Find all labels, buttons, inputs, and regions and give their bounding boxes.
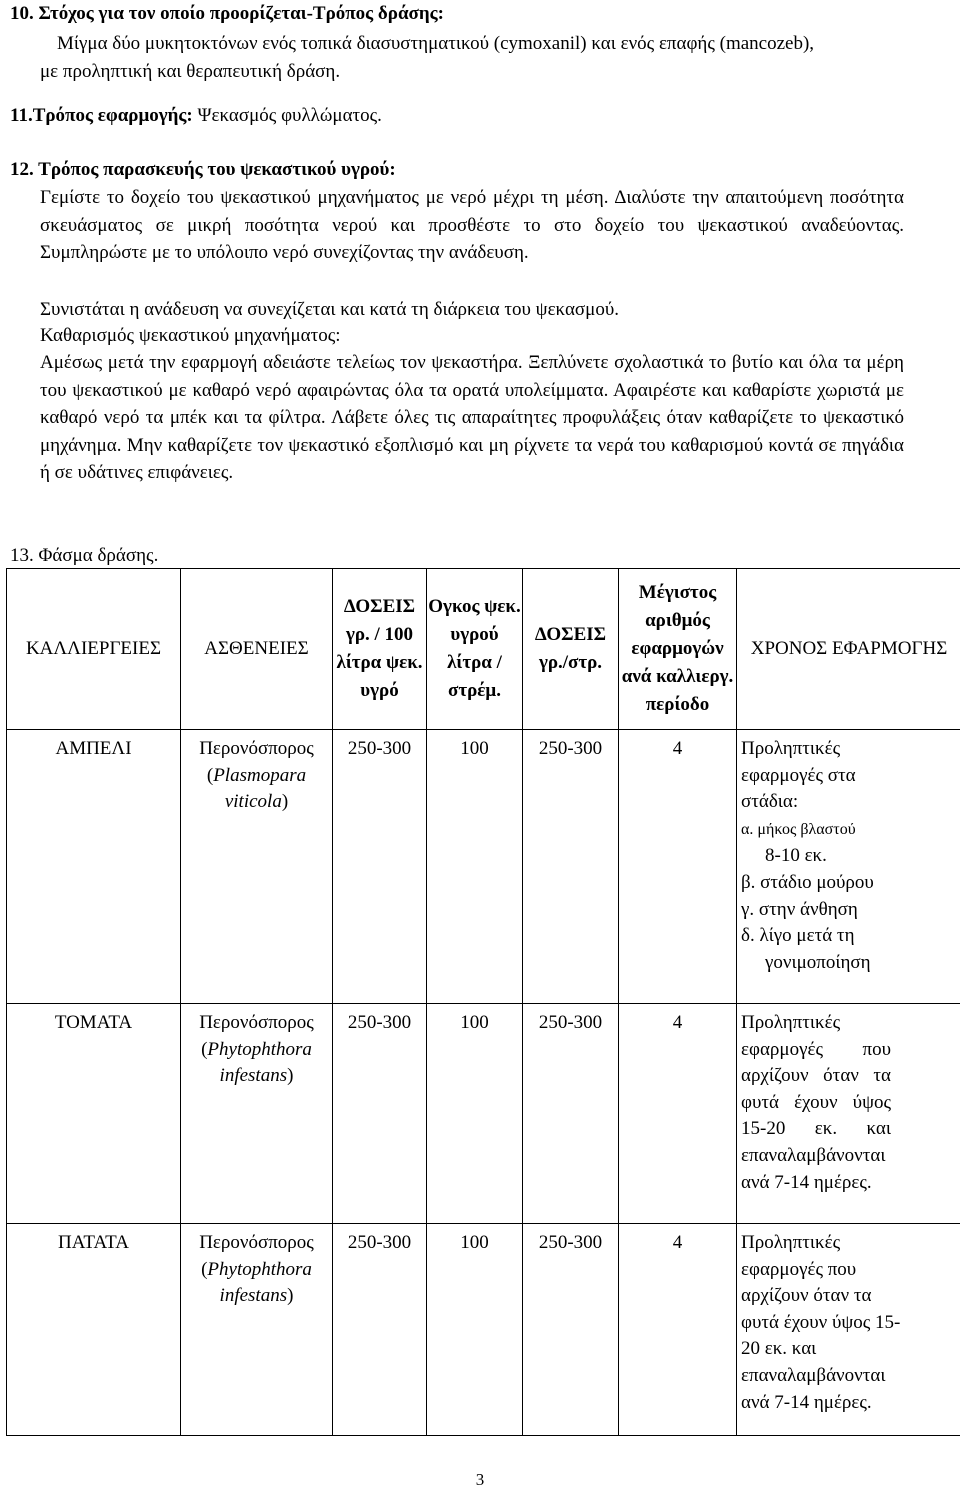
volume-value: 100 xyxy=(460,738,489,759)
disease-cell xyxy=(181,1224,333,1436)
timing-item xyxy=(741,843,957,870)
section-11 xyxy=(10,104,382,128)
timing-cell xyxy=(737,1004,960,1224)
pathogen: (Phytophthora infestans) xyxy=(201,1258,312,1307)
timing-text: Προληπτικές εφαρμογές που αρχίζουν όταν τα φυτά έχουν ύψος 15-20 εκ. και επαναλαμβάνονται ανά 7-14 ημέρες. xyxy=(741,1012,891,1193)
pathogen-name: Phytophthora infestans xyxy=(207,1258,312,1307)
volume-cell xyxy=(427,1224,523,1436)
timing-item-text: α. μήκος βλαστού xyxy=(741,820,856,838)
disease-cell xyxy=(181,730,333,1004)
timing-item-text: β. στάδιο μούρου xyxy=(741,871,874,893)
header-timing: ΧΡΟΝΟΣ ΕΦΑΡΜΟΓΗΣ xyxy=(737,569,960,730)
volume-cell xyxy=(427,1004,523,1224)
section-10-line1: Μίγμα δύο μυκητοκτόνων ενός τοπικά διασυστηματικού (cymoxanil) και ενός επαφής (mancozeb), xyxy=(57,33,815,54)
table-row xyxy=(7,730,960,1004)
section-12-heading-text: 12. Τρόπος παρασκευής του ψεκαστικού υγρού: xyxy=(10,159,396,180)
max-applications-cell xyxy=(619,730,737,1004)
section-12-heading xyxy=(10,158,396,182)
dose-per-stremma-value: 250-300 xyxy=(538,1012,603,1033)
header-diseases: ΑΣΘΕΝΕΙΕΣ xyxy=(181,569,333,730)
crop-name: ΤΟΜΑΤΑ xyxy=(54,1012,133,1033)
crop-name: ΠΑΤΑΤΑ xyxy=(58,1232,129,1253)
header-volume: Ογκος ψεκ. υγρού λίτρα / στρέμ. xyxy=(427,569,523,730)
max-applications-cell xyxy=(619,1224,737,1436)
page-number: 3 xyxy=(475,1470,485,1489)
section-10-heading xyxy=(10,2,444,26)
dose-per-100-value: 250-300 xyxy=(347,738,412,759)
header-dose-per-stremma: ΔΟΣΕΙΣ γρ./στρ. xyxy=(523,569,619,730)
timing-item xyxy=(741,950,957,977)
section-12-para1: Γεμίστε το δοχείο του ψεκαστικού μηχανήματος με νερό μέχρι τη μέση. Διαλύστε την απαιτούμενη ποσότητα σκευάσματος σε μικρή ποσότητα νερού και προσθέστε το στο δοχείο του ψεκαστικού αναδεύοντας. Συμπληρώστε με το υπόλοιπο νερό συνεχίζοντας την ανάδευση. xyxy=(40,187,904,264)
table-header-row xyxy=(7,569,960,730)
dose-per-stremma-cell xyxy=(523,1004,619,1224)
max-applications-value: 4 xyxy=(672,1012,683,1033)
section-12-para4: Αμέσως μετά την εφαρμογή αδειάστε τελείως τον ψεκαστήρα. Ξεπλύνετε σχολαστικά το βυτίο και όλα τα μέρη του ψεκαστικού με καθαρό νερό αφαιρώντας όλα τα ορατά υπολείμματα. Αφαιρέστε και καθαρίστε χωριστά με καθαρό νερό τα μπέκ και τα φίλτρα. Λάβετε όλες τις απαραίτητες προφυλάξεις όταν καθαρίζετε το ψεκαστικό μηχάνημα. Μην καθαρίζετε τον ψεκαστικό εξοπλισμό και μη ρίχνετε τα νερά του καθαρισμού κοντά σε πηγάδια ή σε υδάτινες επιφάνειες. xyxy=(40,352,904,484)
pathogen-name: Phytophthora infestans xyxy=(207,1038,312,1087)
dose-per-stremma-cell xyxy=(523,730,619,1004)
section-12-para3: Καθαρισμός ψεκαστικού μηχανήματος: xyxy=(40,325,341,346)
crop-cell xyxy=(7,1224,181,1436)
spectrum-table xyxy=(6,568,960,1436)
max-applications-value: 4 xyxy=(672,738,683,759)
table-row xyxy=(7,1004,960,1224)
max-applications-cell xyxy=(619,1004,737,1224)
table-row xyxy=(7,1224,960,1436)
section-12-para2: Συνιστάται η ανάδευση να συνεχίζεται και κατά τη διάρκεια του ψεκασμού. xyxy=(40,299,619,320)
dose-per-100-value: 250-300 xyxy=(347,1012,412,1033)
timing-item xyxy=(741,897,957,924)
timing-text: Προληπτικές εφαρμογές που αρχίζουν όταν τα φυτά έχουν ύψος 15-20 εκ. και επαναλαμβάνονται ανά 7-14 ημέρες. xyxy=(741,1232,901,1413)
timing-intro: Προληπτικές εφαρμογές στα στάδια: xyxy=(741,738,856,813)
header-max-applications: Μέγιστος αριθμός εφαρμογών ανά καλλιεργ. περίοδο xyxy=(619,569,737,730)
volume-cell xyxy=(427,730,523,1004)
header-dose-per-100: ΔΟΣΕΙΣ γρ. / 100 λίτρα ψεκ. υγρό xyxy=(333,569,427,730)
timing-item xyxy=(741,870,957,897)
header-crops: ΚΑΛΛΙΕΡΓΕΙΕΣ xyxy=(7,569,181,730)
timing-item-text: 8-10 εκ. xyxy=(765,845,827,867)
section-11-heading: 11.Τρόπος εφαρμογής: xyxy=(10,105,193,126)
disease-name: Περονόσπορος xyxy=(199,1232,314,1253)
section-13-heading: 13. Φάσμα δράσης. xyxy=(10,545,159,566)
crop-name: ΑΜΠΕΛΙ xyxy=(55,738,132,759)
timing-cell xyxy=(737,1224,960,1436)
dose-per-stremma-value: 250-300 xyxy=(538,1232,603,1253)
dose-per-100-cell xyxy=(333,1224,427,1436)
max-applications-value: 4 xyxy=(672,1232,683,1253)
dose-per-stremma-value: 250-300 xyxy=(538,738,603,759)
pathogen-name: Plasmopara viticola xyxy=(213,764,307,813)
dose-per-100-value: 250-300 xyxy=(347,1232,412,1253)
disease-cell xyxy=(181,1004,333,1224)
pathogen: (Plasmopara viticola) xyxy=(206,764,307,813)
section-10-line2: με προληπτική και θεραπευτική δράση. xyxy=(40,61,341,82)
timing-item xyxy=(741,923,957,950)
section-11-text: Ψεκασμός φυλλώματος. xyxy=(197,105,382,126)
pathogen: (Phytophthora infestans) xyxy=(201,1038,312,1087)
crop-cell xyxy=(7,1004,181,1224)
dose-per-100-cell xyxy=(333,730,427,1004)
volume-value: 100 xyxy=(460,1232,489,1253)
disease-name: Περονόσπορος xyxy=(199,738,314,759)
timing-item xyxy=(741,816,957,844)
section-10-heading-text: 10. Στόχος για τον οποίο προορίζεται-Τρόπος δράσης: xyxy=(10,3,445,24)
timing-item-text: γονιμοποίηση xyxy=(765,951,871,973)
timing-cell xyxy=(737,730,960,1004)
timing-item-text: γ. στην άνθηση xyxy=(741,898,858,920)
disease-name: Περονόσπορος xyxy=(199,1012,314,1033)
crop-cell xyxy=(7,730,181,1004)
dose-per-stremma-cell xyxy=(523,1224,619,1436)
timing-item-text: δ. λίγο μετά τη xyxy=(741,925,855,947)
volume-value: 100 xyxy=(460,1012,489,1033)
dose-per-100-cell xyxy=(333,1004,427,1224)
